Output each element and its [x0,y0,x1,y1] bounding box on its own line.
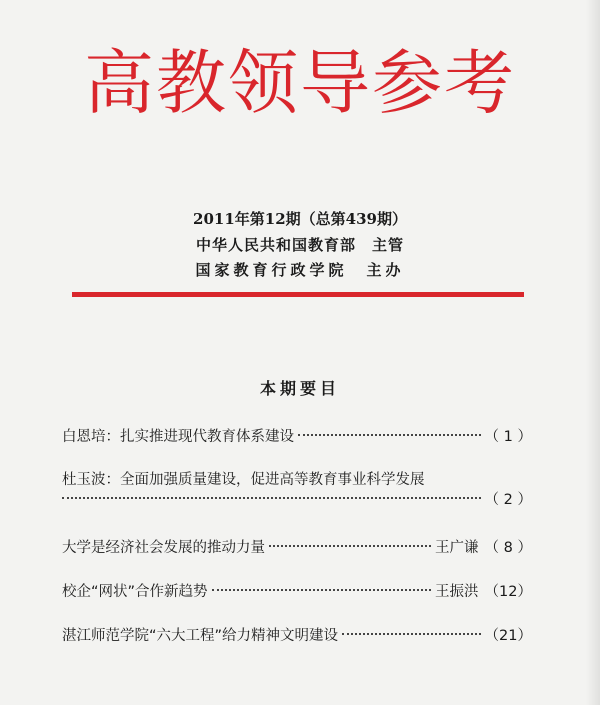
toc-item-page: （12） [484,584,532,600]
toc-item[interactable] [62,580,532,601]
leader-dots [212,589,432,591]
sponsor-line: 中华人民共和国教育部 主管 [195,236,404,254]
toc-heading: 本期要目 [259,379,340,398]
toc-item-page: （ 2 ） [484,492,532,508]
masthead-title: 高教领导参考 [84,42,516,124]
toc-item-page: （ 8 ） [484,540,532,556]
toc-item[interactable] [62,624,532,645]
leader-dots [342,633,481,635]
issue-number: 2011年第12期（总第439期） [193,210,407,228]
toc-item[interactable] [62,468,532,489]
toc-item-title: 湛江师范学院“六大工程”给力精神文明建设 [62,628,339,644]
leader-dots [298,434,481,436]
toc-item-page: （21） [484,628,532,644]
leader-dots [269,545,431,547]
red-divider [72,292,524,297]
toc-item[interactable] [62,425,532,446]
toc-item-title: 杜玉波：全面加强质量建设，促进高等教育事业科学发展 [62,472,425,488]
leader-dots [62,497,481,499]
page-edge-shadow [586,0,600,705]
toc-item-title: 校企“网状”合作新趋势 [62,584,208,600]
organizer-line: 国家教育行政学院 主办 [195,261,405,279]
toc-item-page: （ 1 ） [484,429,532,445]
toc-item-author: 王振洪 [435,584,479,600]
toc-item-title: 大学是经济社会发展的推动力量 [62,540,265,556]
toc-item-continuation[interactable] [62,488,532,509]
toc-item-title: 白恩培：扎实推进现代教育体系建设 [62,429,294,445]
toc-item[interactable] [62,536,532,557]
toc-item-author: 王广谦 [435,540,479,556]
